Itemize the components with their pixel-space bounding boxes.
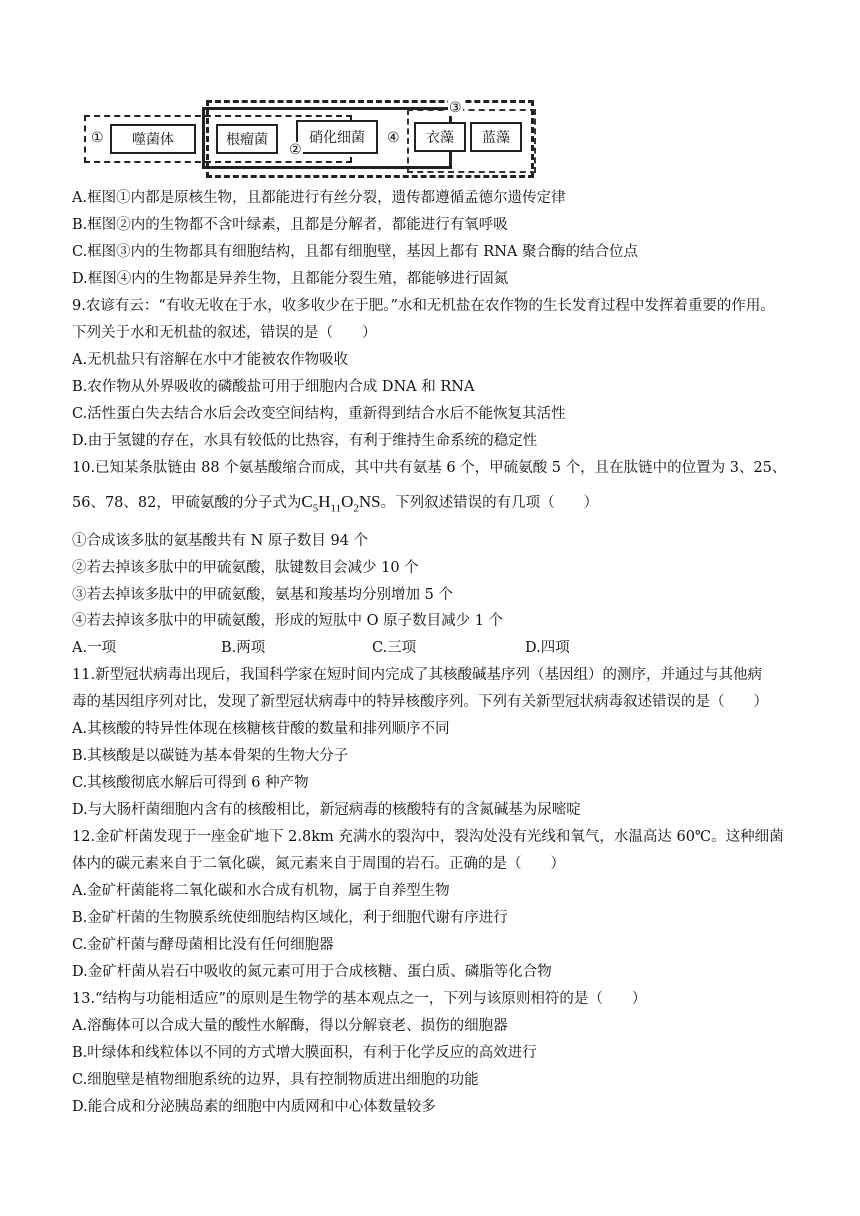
q10-stem-line-1: 10.已知某条肽链由 88 个氨基酸缩合而成，其中共有氨基 6 个，甲硫氨酸 5 个，且在肽链中的位置为 3、25、 bbox=[72, 460, 787, 476]
q10-stem-post: 。下列叙述错误的有几项（ ） bbox=[380, 495, 599, 511]
q9-option-c: C.活性蛋白失去结合水后会改变空间结构，重新得到结合水后不能恢复其活性 bbox=[72, 406, 566, 422]
box-chlamydomonas: 衣藻 bbox=[414, 122, 466, 152]
q11-stem-line-1: 11.新型冠状病毒出现后，我国科学家在短时间内完成了其核酸碱基序列（基因组）的测序，并通过与其他病 bbox=[72, 667, 763, 683]
q8-option-d: D.框图④内的生物都是异养生物，且都能分裂生殖，都能够进行固氮 bbox=[72, 271, 509, 287]
q10-statement-2: ②若去掉该多肽中的甲硫氨酸，肽键数目会减少 10 个 bbox=[72, 560, 419, 576]
q10-stem-pre: 56、78、82，甲硫氨酸的分子式为 bbox=[72, 495, 302, 511]
q8-option-a: A.框图①内都是原核生物，且都能进行有丝分裂，遗传都遵循孟德尔遗传定律 bbox=[72, 190, 566, 206]
q12-option-c: C.金矿杆菌与酵母菌相比没有任何细胞器 bbox=[72, 937, 334, 953]
frame-label-1: ① bbox=[91, 130, 104, 146]
q10-option-d: D.四项 bbox=[525, 640, 570, 656]
box-rhizobium: 根瘤菌 bbox=[216, 124, 278, 154]
q9-option-a: A.无机盐只有溶解在水中才能被农作物吸收 bbox=[72, 352, 349, 368]
q10-statement-3: ③若去掉该多肽中的甲硫氨酸，氨基和羧基均分别增加 5 个 bbox=[72, 587, 453, 603]
q10-stem-line-2 bbox=[72, 492, 598, 518]
q8-option-b: B.框图②内的生物都不含叶绿素，且都是分解者，都能进行有氧呼吸 bbox=[72, 217, 508, 233]
q12-option-b: B.金矿杆菌的生物膜系统使细胞结构区域化，利于细胞代谢有序进行 bbox=[72, 910, 508, 926]
q10-statement-1: ①合成该多肽的氨基酸共有 N 原子数目 94 个 bbox=[72, 533, 369, 549]
q12-stem-line-2: 体内的碳元素来自于二氧化碳，氮元素来自于周围的岩石。正确的是（ ） bbox=[72, 856, 565, 872]
q12-option-d: D.金矿杆菌从岩石中吸收的氮元素可用于合成核糖、蛋白质、磷脂等化合物 bbox=[72, 964, 552, 980]
q9-option-d: D.由于氢键的存在，水具有较低的比热容，有利于维持生命系统的稳定性 bbox=[72, 433, 538, 449]
q13-option-a: A.溶酶体可以合成大量的酸性水解酶，得以分解衰老、损伤的细胞器 bbox=[72, 1018, 508, 1034]
q11-option-c: C.其核酸彻底水解后可得到 6 种产物 bbox=[72, 775, 309, 791]
q9-stem-line-1: 9.农谚有云：“有收无收在于水，收多收少在于肥。”水和无机盐在农作物的生长发育过程中发挥着重要的作用。 bbox=[72, 298, 775, 314]
q11-stem-line-2: 毒的基因组序列对比，发现了新型冠状病毒中的特异核酸序列。下列有关新型冠状病毒叙述错误的是（ ） bbox=[72, 694, 768, 710]
q13-stem: 13.“结构与功能相适应”的原则是生物学的基本观点之一，下列与该原则相符的是（ ） bbox=[72, 991, 647, 1007]
q8-option-c: C.框图③内的生物都具有细胞结构，且都有细胞壁，基因上都有 RNA 聚合酶的结合位点 bbox=[72, 244, 638, 260]
box-cyanobacteria: 蓝藻 bbox=[470, 122, 522, 152]
frame-label-3: ③ bbox=[449, 100, 462, 116]
q13-option-d: D.能合成和分泌胰岛素的细胞中内质网和中心体数量较多 bbox=[72, 1099, 436, 1115]
q11-option-d: D.与大肠杆菌细胞内含有的核酸相比，新冠病毒的核酸特有的含氮碱基为尿嘧啶 bbox=[72, 802, 581, 818]
q10-option-a: A.一项 bbox=[72, 640, 117, 656]
box-nitrifying-bacteria: 硝化细菌 bbox=[296, 120, 378, 154]
methionine-formula: $C_5H_{11}O_2NS$ bbox=[301, 492, 381, 515]
frame-label-2: ② bbox=[289, 142, 302, 158]
q12-option-a: A.金矿杆菌能将二氧化碳和水合成有机物，属于自养型生物 bbox=[72, 883, 450, 899]
q12-stem-line-1: 12.金矿杆菌发现于一座金矿地下 2.8km 充满水的裂沟中，裂沟处没有光线和氧气，水温高达 60℃。这种细菌 bbox=[72, 829, 784, 845]
q13-option-b: B.叶绿体和线粒体以不同的方式增大膜面积，有利于化学反应的高效进行 bbox=[72, 1045, 537, 1061]
q11-option-b: B.其核酸是以碳链为基本骨架的生物大分子 bbox=[72, 748, 349, 764]
q10-option-b: B.两项 bbox=[221, 640, 266, 656]
q9-option-b: B.农作物从外界吸收的磷酸盐可用于细胞内合成 DNA 和 RNA bbox=[72, 379, 475, 395]
classification-diagram bbox=[70, 96, 540, 180]
frame-label-4: ④ bbox=[387, 130, 400, 146]
q10-statement-4: ④若去掉该多肽中的甲硫氨酸，形成的短肽中 O 原子数目减少 1 个 bbox=[72, 613, 504, 629]
box-phage: 噬菌体 bbox=[110, 124, 196, 154]
q11-option-a: A.其核酸的特异性体现在核糖核苷酸的数量和排列顺序不同 bbox=[72, 721, 450, 737]
q13-option-c: C.细胞壁是植物细胞系统的边界，具有控制物质进出细胞的功能 bbox=[72, 1072, 479, 1088]
q9-stem-line-2: 下列关于水和无机盐的叙述，错误的是（ ） bbox=[72, 325, 377, 341]
q10-option-c: C.三项 bbox=[372, 640, 417, 656]
